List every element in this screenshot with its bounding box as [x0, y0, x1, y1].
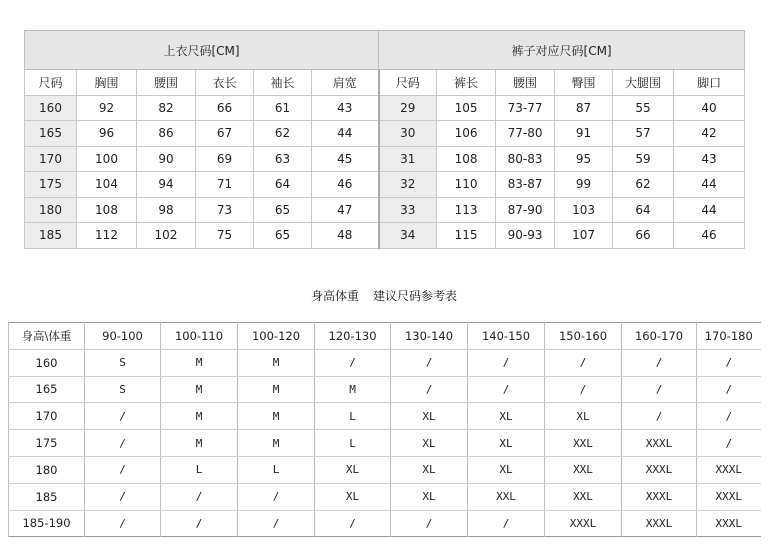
column-header: 尺码 — [379, 70, 437, 96]
column-header: 腰围 — [137, 70, 196, 96]
recommended-size-cell: / — [391, 349, 468, 376]
measurement-cell: 104 — [77, 172, 137, 198]
measurement-cell: 73 — [196, 197, 254, 223]
recommended-size-cell: XXXL — [622, 510, 697, 537]
measurement-cell: 44 — [674, 172, 745, 198]
caption-height-weight: 身高体重 — [310, 289, 359, 303]
height-cell: 175 — [9, 430, 85, 457]
table-row — [25, 223, 745, 249]
recommended-size-cell: XL — [391, 483, 468, 510]
recommended-size-cell: / — [391, 376, 468, 403]
table-row — [25, 146, 745, 172]
recommended-size-cell: / — [85, 483, 161, 510]
table-row — [25, 172, 745, 198]
recommended-size-cell: / — [85, 403, 161, 430]
recommended-size-cell: L — [238, 456, 315, 483]
column-header: 袖长 — [254, 70, 312, 96]
recommended-size-cell: S — [85, 349, 161, 376]
measurement-cell: 92 — [77, 95, 137, 121]
height-weight-size-table — [8, 322, 761, 537]
recommended-size-cell: L — [161, 456, 238, 483]
recommended-size-cell: XXXL — [697, 483, 761, 510]
recommended-size-cell: / — [468, 510, 545, 537]
measurement-cell: 90-93 — [496, 223, 555, 249]
recommended-size-cell: / — [468, 349, 545, 376]
measurement-cell: 44 — [312, 121, 379, 147]
measurement-cell: 98 — [137, 197, 196, 223]
recommended-size-cell: / — [622, 376, 697, 403]
height-cell: 185 — [9, 483, 85, 510]
measurement-cell: 107 — [555, 223, 613, 249]
measurement-cell: 91 — [555, 121, 613, 147]
measurement-cell: 95 — [555, 146, 613, 172]
measurement-cell: 87-90 — [496, 197, 555, 223]
recommended-size-cell: / — [468, 376, 545, 403]
measurement-cell: 100 — [77, 146, 137, 172]
measurement-cell: 96 — [77, 121, 137, 147]
column-header: 腰围 — [496, 70, 555, 96]
recommended-size-cell: XXXL — [697, 456, 761, 483]
recommended-size-cell: M — [161, 349, 238, 376]
table-row — [25, 95, 745, 121]
recommended-size-cell: M — [238, 403, 315, 430]
size-cell: 175 — [25, 172, 77, 198]
measurement-cell: 40 — [674, 95, 745, 121]
recommended-size-cell: / — [85, 510, 161, 537]
column-header: 臀围 — [555, 70, 613, 96]
recommended-size-cell: XXL — [545, 430, 622, 457]
recommended-size-cell: / — [697, 430, 761, 457]
height-cell: 185-190 — [9, 510, 85, 537]
recommended-size-cell: / — [238, 483, 315, 510]
size-cell: 32 — [379, 172, 437, 198]
recommended-size-cell: / — [85, 430, 161, 457]
measurement-cell: 46 — [674, 223, 745, 249]
measurement-cell: 59 — [613, 146, 674, 172]
recommended-size-cell: XXL — [468, 483, 545, 510]
size-cell: 160 — [25, 95, 77, 121]
weight-range-header: 150-160 — [545, 323, 622, 350]
height-weight-corner-header: 身高\体重 — [9, 323, 85, 350]
recommended-size-cell: XXXL — [622, 430, 697, 457]
measurement-cell: 108 — [77, 197, 137, 223]
measurement-cell: 46 — [312, 172, 379, 198]
recommended-size-cell: / — [161, 510, 238, 537]
recommended-size-cell: S — [85, 376, 161, 403]
recommended-size-cell: / — [238, 510, 315, 537]
table-row — [9, 376, 761, 403]
recommended-size-cell: XL — [315, 483, 391, 510]
recommended-size-cell: XXXL — [622, 483, 697, 510]
measurement-cell: 71 — [196, 172, 254, 198]
table-row — [25, 197, 745, 223]
recommended-size-cell: M — [161, 403, 238, 430]
recommended-size-cell: XL — [468, 403, 545, 430]
measurement-cell: 82 — [137, 95, 196, 121]
measurement-cell: 105 — [437, 95, 496, 121]
size-cell: 180 — [25, 197, 77, 223]
size-chart-table — [24, 30, 745, 249]
size-cell: 29 — [379, 95, 437, 121]
measurement-cell: 43 — [312, 95, 379, 121]
table-row — [9, 456, 761, 483]
height-cell: 180 — [9, 456, 85, 483]
measurement-cell: 64 — [254, 172, 312, 198]
measurement-cell: 90 — [137, 146, 196, 172]
recommended-size-cell: XXL — [545, 483, 622, 510]
recommended-size-cell: / — [697, 403, 761, 430]
tops-size-group-header: 上衣尺码[CM] — [25, 31, 379, 70]
measurement-cell: 65 — [254, 197, 312, 223]
weight-range-header: 140-150 — [468, 323, 545, 350]
size-cell: 34 — [379, 223, 437, 249]
recommended-size-cell: M — [315, 376, 391, 403]
size-cell: 165 — [25, 121, 77, 147]
recommended-size-cell: M — [238, 376, 315, 403]
measurement-cell: 110 — [437, 172, 496, 198]
weight-range-header: 160-170 — [622, 323, 697, 350]
recommended-size-cell: / — [545, 376, 622, 403]
weight-range-header: 100-120 — [238, 323, 315, 350]
recommended-size-cell: XXXL — [622, 456, 697, 483]
group-header-row — [25, 31, 745, 70]
measurement-cell: 113 — [437, 197, 496, 223]
measurement-cell: 57 — [613, 121, 674, 147]
column-header: 尺码 — [25, 70, 77, 96]
measurement-cell: 99 — [555, 172, 613, 198]
measurement-cell: 106 — [437, 121, 496, 147]
caption-reference-title: 建议尺码参考表 — [373, 289, 458, 303]
recommended-size-cell: XXXL — [545, 510, 622, 537]
measurement-cell: 44 — [674, 197, 745, 223]
measurement-cell: 43 — [674, 146, 745, 172]
measurement-cell: 66 — [196, 95, 254, 121]
recommended-size-cell: L — [315, 403, 391, 430]
recommended-size-cell: XL — [391, 430, 468, 457]
measurement-cell: 108 — [437, 146, 496, 172]
table-row — [9, 430, 761, 457]
recommendation-caption — [0, 287, 768, 304]
recommended-size-cell: XL — [545, 403, 622, 430]
recommended-size-cell: / — [85, 456, 161, 483]
measurement-cell: 86 — [137, 121, 196, 147]
weight-range-header: 170-180 — [697, 323, 761, 350]
recommended-size-cell: XL — [391, 403, 468, 430]
column-header: 肩宽 — [312, 70, 379, 96]
measurement-cell: 102 — [137, 223, 196, 249]
table-row — [9, 510, 761, 537]
recommended-size-cell: M — [161, 430, 238, 457]
measurement-cell: 77-80 — [496, 121, 555, 147]
table-row — [9, 403, 761, 430]
weight-header-row — [9, 323, 761, 350]
measurement-cell: 67 — [196, 121, 254, 147]
height-cell: 170 — [9, 403, 85, 430]
measurement-cell: 65 — [254, 223, 312, 249]
column-header: 大腿围 — [613, 70, 674, 96]
recommended-size-cell: / — [315, 349, 391, 376]
size-cell: 30 — [379, 121, 437, 147]
weight-range-header: 130-140 — [391, 323, 468, 350]
recommended-size-cell: XL — [315, 456, 391, 483]
measurement-cell: 61 — [254, 95, 312, 121]
measurement-cell: 45 — [312, 146, 379, 172]
recommended-size-cell: / — [315, 510, 391, 537]
measurement-cell: 75 — [196, 223, 254, 249]
weight-range-header: 90-100 — [85, 323, 161, 350]
measurement-cell: 63 — [254, 146, 312, 172]
recommended-size-cell: XL — [468, 456, 545, 483]
measurement-cell: 48 — [312, 223, 379, 249]
measurement-cell: 47 — [312, 197, 379, 223]
table-row — [25, 121, 745, 147]
measurement-cell: 62 — [613, 172, 674, 198]
measurement-cell: 87 — [555, 95, 613, 121]
recommended-size-cell: / — [697, 376, 761, 403]
measurement-cell: 69 — [196, 146, 254, 172]
measurement-cell: 62 — [254, 121, 312, 147]
recommended-size-cell: / — [622, 403, 697, 430]
measurement-cell: 80-83 — [496, 146, 555, 172]
measurement-cell: 55 — [613, 95, 674, 121]
recommended-size-cell: / — [545, 349, 622, 376]
recommended-size-cell: M — [161, 376, 238, 403]
size-cell: 33 — [379, 197, 437, 223]
height-cell: 165 — [9, 376, 85, 403]
recommended-size-cell: XL — [468, 430, 545, 457]
recommended-size-cell: XXXL — [715, 516, 742, 530]
measurement-cell: 66 — [613, 223, 674, 249]
pants-size-group-header: 裤子对应尺码[CM] — [379, 31, 745, 70]
recommended-size-cell: XL — [391, 456, 468, 483]
column-header: 脚口 — [674, 70, 745, 96]
recommended-size-cell: M — [238, 430, 315, 457]
recommended-size-cell: XXL — [545, 456, 622, 483]
measurement-cell: 64 — [613, 197, 674, 223]
recommended-size-cell: / — [697, 349, 761, 376]
measurement-cell: 103 — [555, 197, 613, 223]
table-row — [9, 483, 761, 510]
recommended-size-cell: L — [315, 430, 391, 457]
table-row — [9, 349, 761, 376]
measurement-cell: 83-87 — [496, 172, 555, 198]
weight-range-header: 100-110 — [161, 323, 238, 350]
column-header-row — [25, 70, 745, 96]
measurement-cell: 42 — [674, 121, 745, 147]
size-cell: 170 — [25, 146, 77, 172]
column-header: 裤长 — [437, 70, 496, 96]
measurement-cell: 112 — [77, 223, 137, 249]
height-cell: 160 — [9, 349, 85, 376]
size-cell: 31 — [379, 146, 437, 172]
recommended-size-cell: / — [622, 349, 697, 376]
column-header: 胸围 — [77, 70, 137, 96]
recommended-size-cell: / — [391, 510, 468, 537]
measurement-cell: 115 — [437, 223, 496, 249]
recommended-size-cell: / — [161, 483, 238, 510]
weight-range-header: 120-130 — [315, 323, 391, 350]
column-header: 衣长 — [196, 70, 254, 96]
measurement-cell: 94 — [137, 172, 196, 198]
size-cell: 185 — [25, 223, 77, 249]
measurement-cell: 73-77 — [496, 95, 555, 121]
recommended-size-cell: M — [238, 349, 315, 376]
